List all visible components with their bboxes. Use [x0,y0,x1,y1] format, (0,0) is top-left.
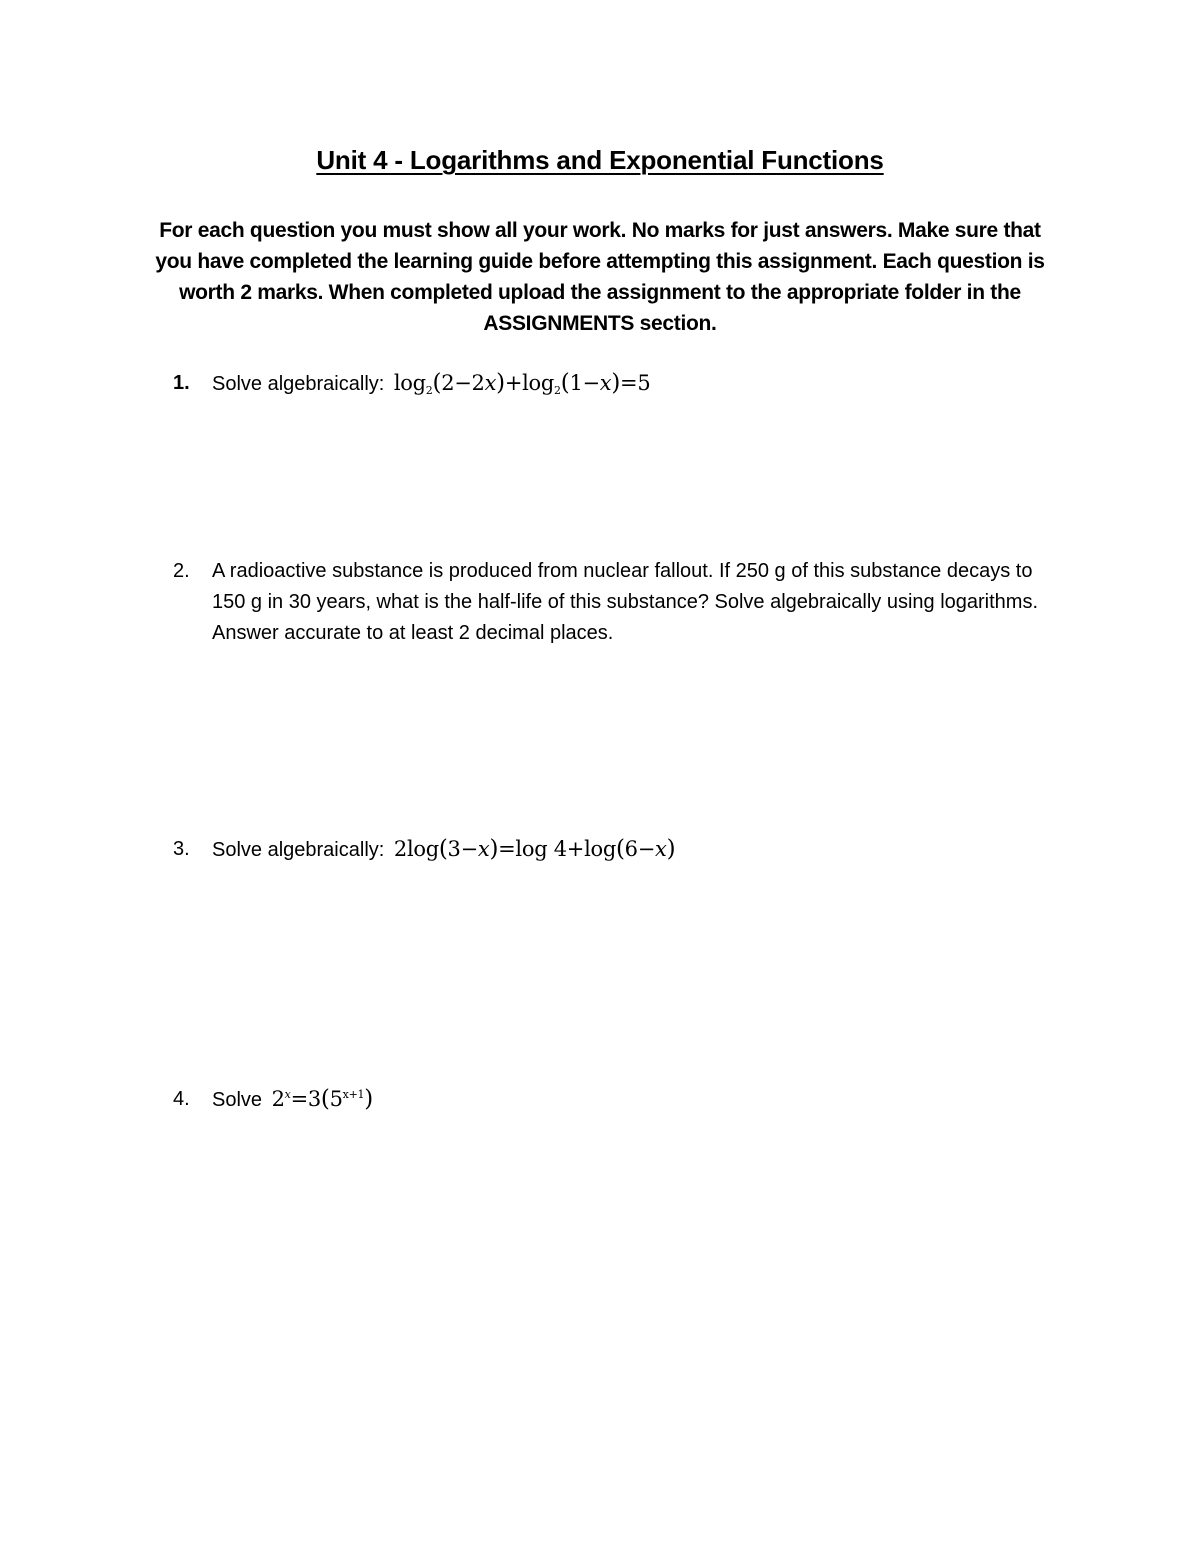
math-log: log [393,371,426,395]
question-text: A radioactive substance is produced from nuclear fallout. If 250 g of this substance decays to 150 g in 30 years, what is the half-life of this substance? Solve algebraically using logarithms. Answer accurate to at least 2 decimal places. [212,560,1039,644]
math-arg: 1− [569,371,600,395]
math-base: 2 [271,1087,285,1111]
question-prompt: Solve [212,1089,263,1111]
equation: $2^x=3(5^{x+1})$ [271,1086,373,1112]
equation: $\log_2(2-2x)+\log_2(1-x)=5$ [393,370,651,397]
math-var: x [477,837,490,861]
question-prompt: Solve algebraically: [212,839,385,861]
math-lhs: 2log [393,837,439,861]
instructions-paragraph: For each question you must show all your work. No marks for just answers. Make sure that you have completed the learning guide before attempting this assignment. Each question is worth 2 marks. When completed upload the assignment to the appropriate folder in the ASSIGNMENTS section. [155,219,1045,335]
math-var: x [484,371,497,395]
math-exponent: x [284,1088,291,1101]
math-var: x [655,837,667,861]
math-log: log [522,371,555,395]
math-arg: 3− [447,837,478,861]
equation: 2log(3−x)=log 4+log(6−x) [393,836,676,862]
question-text [212,834,1042,866]
math-mid: =log 4+log [498,837,616,861]
question-number: 1. [173,372,190,394]
question-number: 2. [173,560,190,582]
question-text [212,368,1042,400]
math-exponent: x+1 [342,1088,365,1101]
question-text [212,1084,1042,1116]
question-prompt: Solve algebraically: [212,373,385,395]
math-arg: 6− [624,837,656,861]
math-base: 2 [425,384,433,397]
math-var: x [599,371,612,395]
question-number: 3. [173,838,190,860]
math-rhs: =5 [620,371,651,395]
question-number: 4. [173,1088,190,1110]
math-op: + [504,371,523,395]
page-title: Unit 4 - Logarithms and Exponential Functions [316,145,884,175]
math-mid: =3 [290,1087,321,1111]
math-base: 2 [554,384,561,397]
math-arg: 2−2 [441,371,485,395]
math-base: 5 [329,1087,343,1111]
